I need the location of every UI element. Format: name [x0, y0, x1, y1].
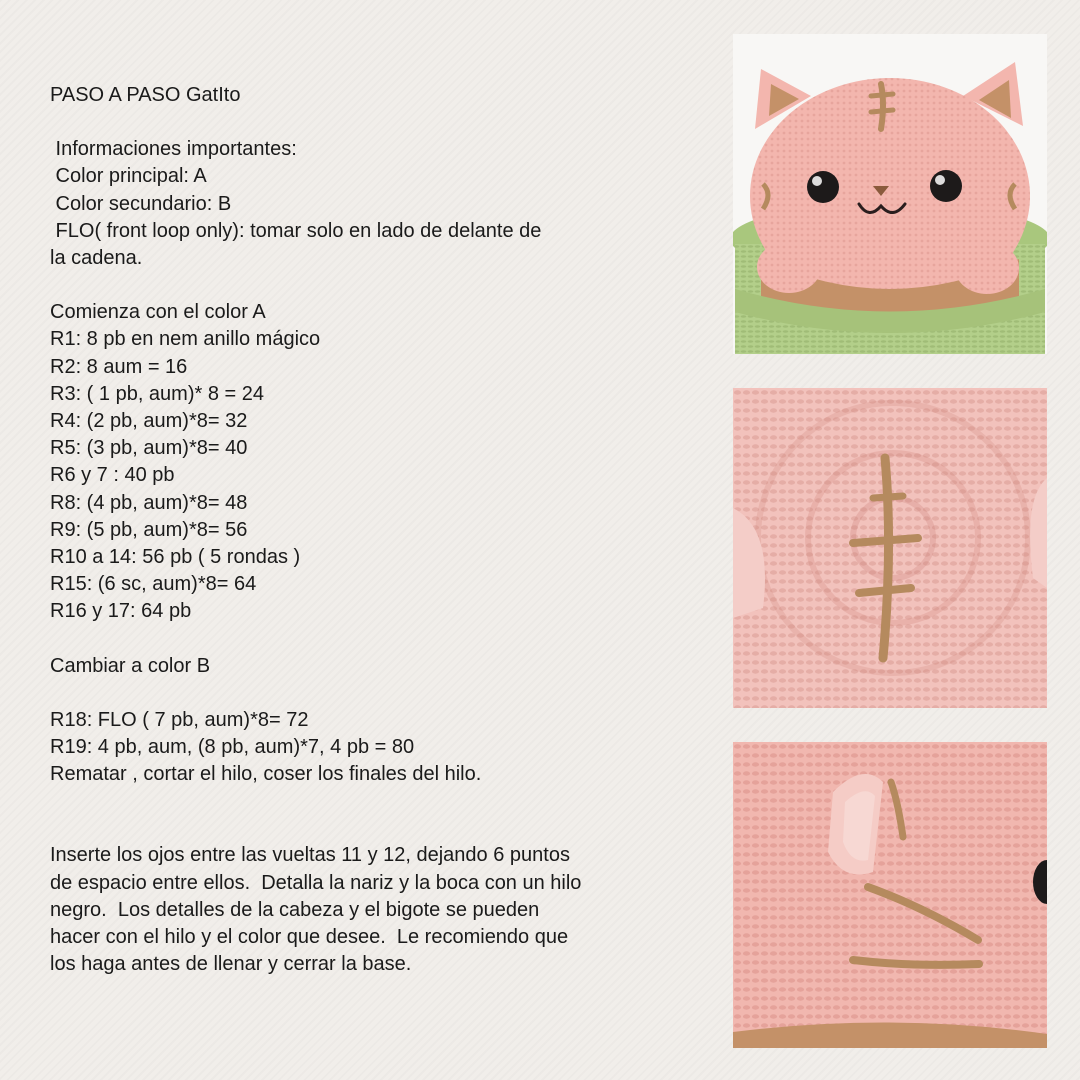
round-line: R19: 4 pb, aum, (8 pb, aum)*7, 4 pb = 80: [50, 736, 415, 759]
round-line: R9: (5 pb, aum)*8= 56: [50, 518, 248, 541]
final-paragraph-line: de espacio entre ellos. Detalla la nariz y la boca con un hilo: [50, 871, 582, 894]
round-line: R1: 8 pb en nem anillo mágico: [50, 328, 321, 351]
round-line: R6 y 7 : 40 pb: [50, 464, 175, 487]
info-color-a: Color principal: A: [50, 165, 207, 188]
info-heading: Informaciones importantes:: [50, 138, 297, 161]
crochet-whisker-closeup: [733, 742, 1047, 1048]
final-paragraph-line: negro. Los detalles de la cabeza y el bigote se pueden: [50, 898, 540, 921]
page-title: PASO A PASO GatIto: [50, 84, 241, 106]
photo-head-top-detail: [733, 388, 1047, 708]
amigurumi-cat-illustration: [733, 34, 1047, 354]
start-color-label: Comienza con el color A: [50, 301, 266, 324]
change-color-label: Cambiar a color B: [50, 654, 211, 677]
final-paragraph-line: los haga antes de llenar y cerrar la base.: [50, 953, 412, 976]
info-flo-line-1: FLO( front loop only): tomar solo en lado de delante de: [50, 219, 542, 242]
info-color-b: Color secundario: B: [50, 192, 232, 215]
crochet-stripe-closeup: [733, 388, 1047, 708]
photo-finished-cat: [733, 34, 1047, 354]
round-line: R4: (2 pb, aum)*8= 32: [50, 410, 248, 433]
round-line: R15: (6 sc, aum)*8= 64: [50, 573, 257, 596]
round-line: R10 a 14: 56 pb ( 5 rondas ): [50, 546, 301, 569]
instructions-text: [50, 82, 710, 978]
round-line: R2: 8 aum = 16: [50, 355, 188, 378]
round-line: R16 y 17: 64 pb: [50, 600, 192, 623]
round-line: R8: (4 pb, aum)*8= 48: [50, 491, 248, 514]
final-paragraph-line: hacer con el hilo y el color que desee. Le recomiendo que: [50, 926, 569, 949]
final-paragraph-line: Inserte los ojos entre las vueltas 11 y 12, dejando 6 puntos: [50, 844, 570, 867]
photo-side-whisker-detail: [733, 742, 1047, 1048]
round-line: R18: FLO ( 7 pb, aum)*8= 72: [50, 708, 309, 731]
round-line: R5: (3 pb, aum)*8= 40: [50, 437, 248, 460]
finishing-line: Rematar , cortar el hilo, coser los finales del hilo.: [50, 763, 482, 786]
info-flo-line-2: la cadena.: [50, 247, 143, 270]
round-line: R3: ( 1 pb, aum)* 8 = 24: [50, 382, 265, 405]
